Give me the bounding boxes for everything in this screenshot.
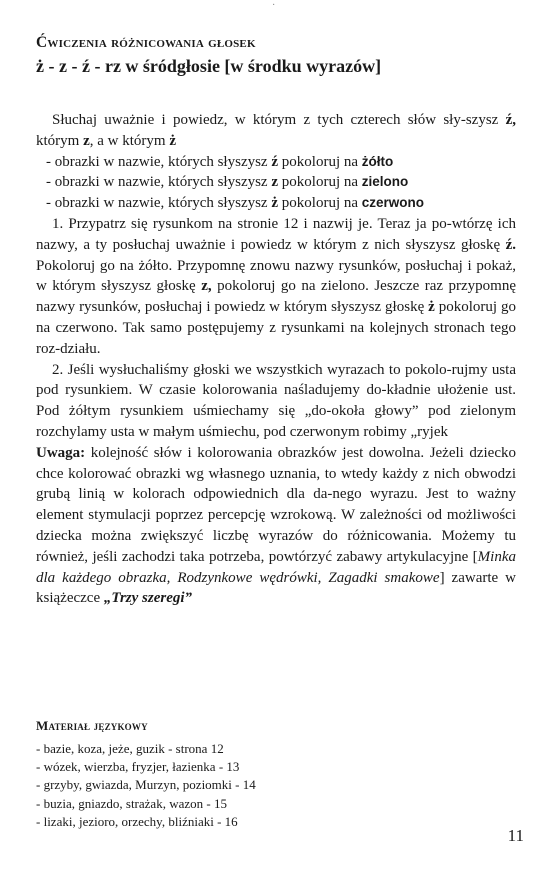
body-text	[36, 110, 516, 609]
top-dot: ·	[272, 0, 276, 11]
paragraph-1: 1. Przypatrz się rysunkom na stronie 12 i nazwij je. Teraz ja po-wtórzę ich nazwy, a ty posłuchaj uważnie i powiedz w którym z nich słyszysz głoskę ź. Pokoloruj go na żółto. Przypomnę znowu nazwy rysunków, posłuchaj i pokaż, w którym słyszysz głoskę z, pokoloruj go na zielono. Jeszcze raz przypomnę nazwy rysunków, posłuchaj i powiedz w którym słyszysz głoskę ż pokoloruj go na czerwono. Tak samo postępujemy z rysunkami na kolejnych stronach tego roz-działu.	[36, 215, 517, 357]
list-item: - buzia, gniazdo, strażak, wazon - 15	[36, 795, 227, 811]
chapter-heading: Ćwiczenia różnicowania głosek	[36, 34, 256, 51]
note-paragraph: Uwaga: kolejność słów i kolorowania obrazków jest dowolna. Jeżeli dziecko chce kolorować obrazki wg własnego uznania, to wtedy każdy z nich obwodzi grubą linią w kolorach odpowiednich dla da-nego wyrazu. Jest to ważny element stymulacji poprzez percepcję wzrokową. W zależności od możliwości dziecka można zwiększyć liczbę wyrazów do różnicowania. Możemy tu również, jeśli zachodzi taka potrzeba, powtórzyć zabawy artykulacyjne [Minka dla każdego obrazka, Rodzynkowe wędrówki, Zagadki smakowe] zawarte w książeczce „Trzy szeregi”	[36, 444, 516, 607]
list-item: - wózek, wierzba, fryzjer, łazienka - 13	[36, 759, 240, 775]
list-item: - obrazki w nazwie, których słyszysz ź pokoloruj na żółto	[46, 153, 394, 170]
list-item: - obrazki w nazwie, których słyszysz ż pokoloruj na czerwono	[46, 195, 425, 212]
list-item: - grzyby, gwiazda, Murzyn, poziomki - 14	[36, 777, 256, 793]
list-item: - lizaki, jezioro, orzechy, bliźniaki - 16	[36, 813, 238, 829]
list-item: - obrazki w nazwie, których słyszysz z pokoloruj na zielono	[46, 174, 409, 191]
list-item: - bazie, koza, jeże, guzik - strona 12	[36, 741, 224, 756]
paragraph-2: 2. Jeśli wysłuchaliśmy głoski we wszystkich wyrazach to pokolo-rujmy usta pod rysunkiem. W czasie kolorowania naśladujemy do-kładnie ułożenie ust. Pod żółtym rysunkiem uśmiechamy się „do-okoła głowy” pod zielonym rozchylamy usta w małym uśmiechu, pod czerwonym robimy „ryjek	[36, 361, 516, 440]
material-list	[36, 740, 436, 831]
material-heading: Materiał językowy	[36, 718, 148, 733]
intro-paragraph: Słuchaj uważnie i powiedz, w którym z tych czterech słów sły-szysz ź, którym z, a w którym ż	[36, 112, 516, 149]
page-number: 11	[507, 826, 524, 845]
chapter-subheading: ż - z - ź - rz w śródgłosie [w środku wyrazów]	[36, 56, 382, 76]
